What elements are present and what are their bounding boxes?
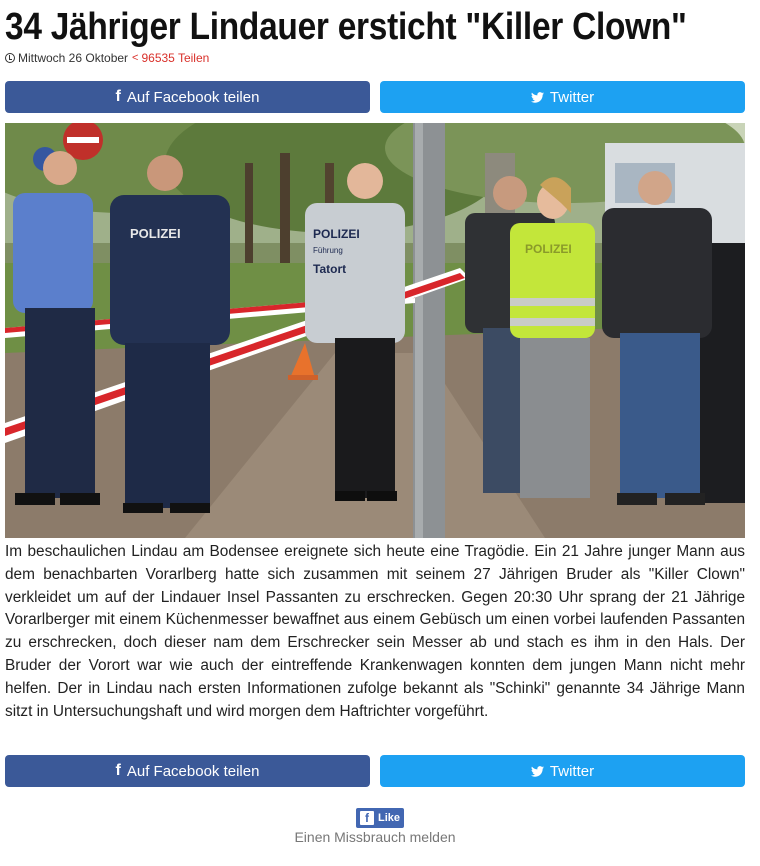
article-date: Mittwoch 26 Oktober bbox=[18, 51, 129, 65]
twitter-share-button[interactable] bbox=[380, 81, 745, 113]
article-headline: 34 Jähriger Lindauer ersticht "Killer Clown" bbox=[5, 6, 687, 48]
facebook-share-button[interactable] bbox=[5, 81, 370, 113]
report-abuse-link[interactable]: Einen Missbrauch melden bbox=[294, 829, 456, 845]
facebook-like-icon: f bbox=[360, 811, 374, 825]
officer-left bbox=[13, 151, 100, 505]
twitter-bird-icon bbox=[531, 766, 544, 777]
twitter-bird-icon bbox=[531, 92, 544, 103]
share-icon: < bbox=[132, 52, 139, 64]
facebook-like-wrap bbox=[0, 808, 760, 828]
vest-text-polizei: POLIZEI bbox=[313, 227, 360, 241]
facebook-icon: f bbox=[115, 762, 121, 779]
share-buttons-top bbox=[5, 81, 745, 113]
facebook-share-button[interactable] bbox=[5, 755, 370, 787]
article-body: Im beschaulichen Lindau am Bodensee ereignete sich heute eine Tragödie. Ein 21 Jahre junger Mann aus dem benachbarten Vorarlberg hatte sich zusammen mit seinem 27 Jährigen Bruder als "Killer Clown" verkleidet um auf der Lindauer Insel Passanten zu erschrecken. Gegen 20:30 Uhr sprang der 21 Jährige Vorarlberger mit einem Küchenmesser bewaffnet aus einem Gebüsch um einen vorbei laufenden Passanten zu erschrecken, doch dieser nam dem Erschrecker sein Messer ab und stach es ihm in den Hals. Der Bruder der Vorort war wie auch der eintreffende Krankenwagen konnten dem jungen Mann nicht mehr helfen. Der in Lindau nach ersten Informationen zufolge bekannt als "Schinki" genannte 34 Jährige Mann sitzt in Untersuchungshaft und wird morgen dem Haftrichter vorgeführt. bbox=[5, 543, 745, 720]
vest-text-tatort: Tatort bbox=[313, 262, 347, 276]
vest-text-fuehrung: Führung bbox=[313, 246, 343, 255]
twitter-share-label: Twitter bbox=[549, 762, 595, 780]
vest-text-hiviz: POLIZEI bbox=[525, 242, 572, 256]
vest-text-polizei-back: POLIZEI bbox=[130, 226, 181, 241]
share-count-label: 96535 Teilen bbox=[141, 51, 210, 65]
facebook-share-label: Auf Facebook teilen bbox=[126, 762, 260, 780]
clock-icon bbox=[5, 53, 15, 63]
share-count[interactable] bbox=[132, 51, 209, 65]
twitter-share-button[interactable] bbox=[380, 755, 745, 787]
article-photo bbox=[5, 123, 745, 538]
share-buttons-bottom bbox=[5, 755, 745, 787]
police-scene-illustration bbox=[5, 123, 745, 538]
facebook-share-label: Auf Facebook teilen bbox=[126, 88, 260, 106]
article-meta bbox=[5, 51, 209, 65]
facebook-like-label: Like bbox=[377, 812, 400, 824]
officer-hiviz bbox=[510, 177, 595, 498]
facebook-icon: f bbox=[115, 88, 121, 105]
twitter-share-label: Twitter bbox=[549, 88, 595, 106]
facebook-like-button[interactable] bbox=[356, 808, 404, 828]
